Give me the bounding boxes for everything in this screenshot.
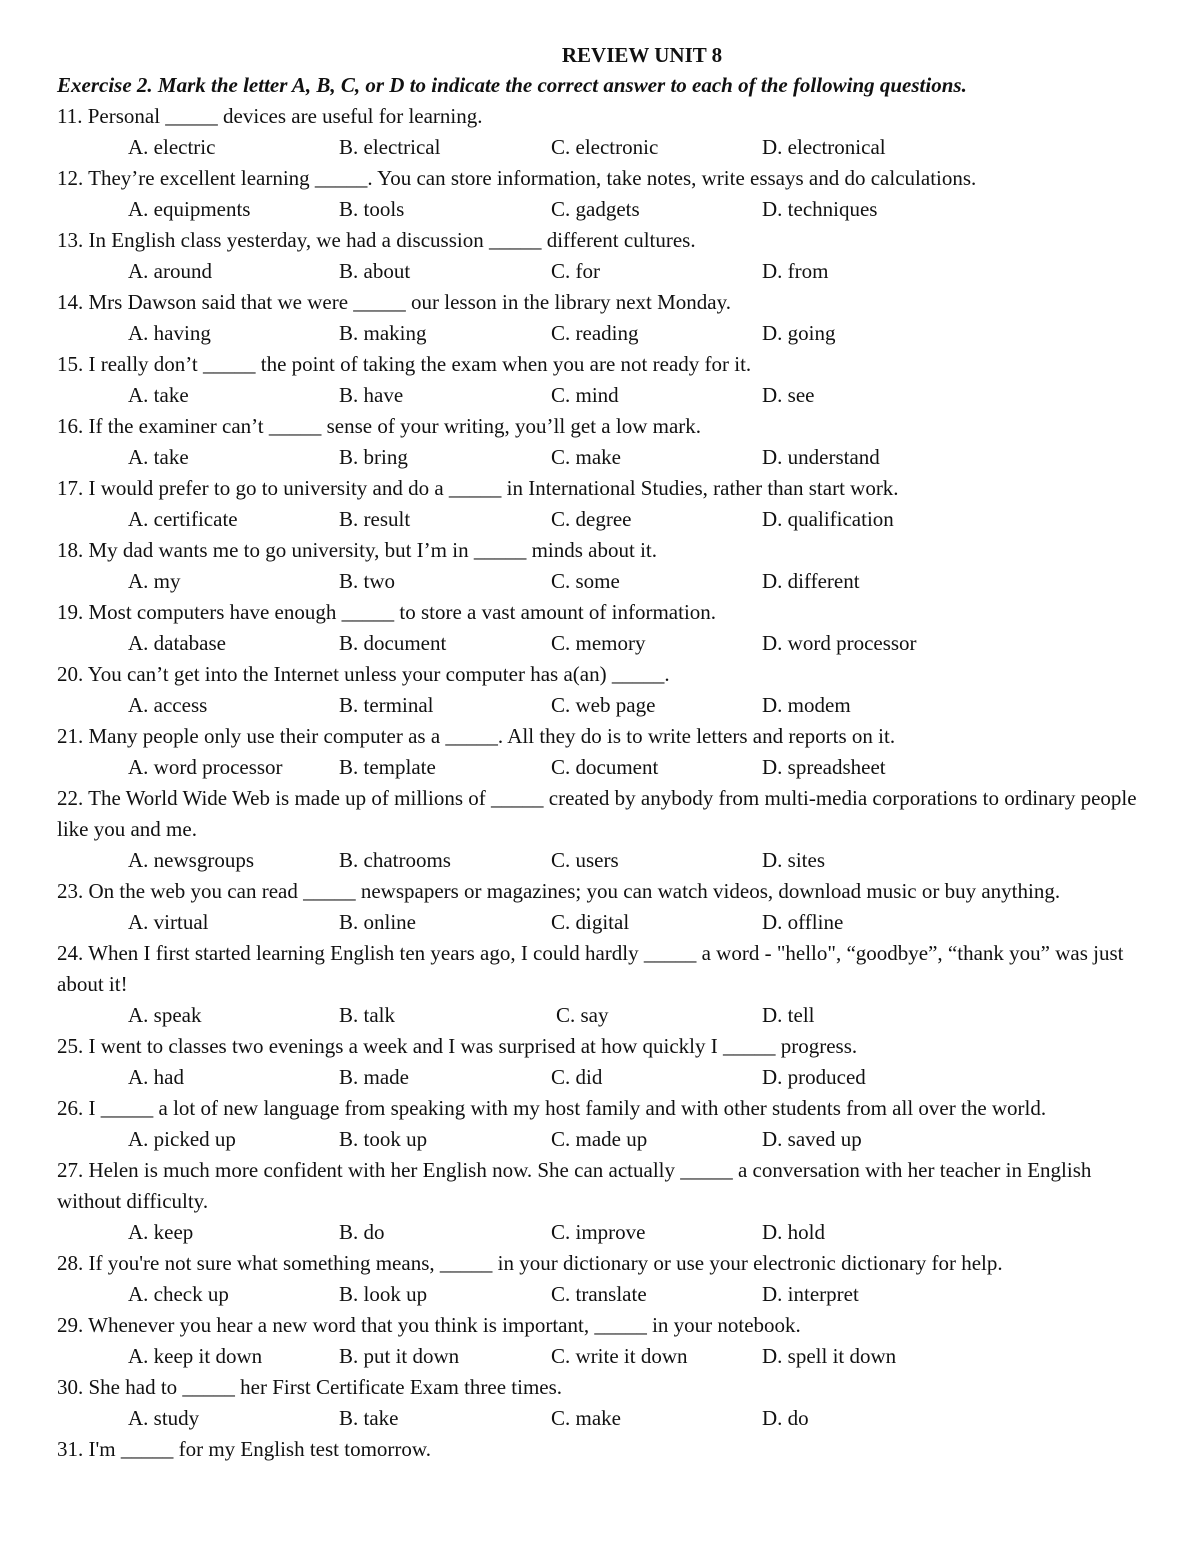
option-a: A. electric: [128, 135, 216, 159]
option-c: C. say: [556, 1003, 609, 1027]
answer-options: [57, 1062, 1157, 1093]
question-stem: 17. I would prefer to go to university and do a _____ in International Studies, rather than start work.: [57, 476, 899, 500]
option-c: C. electronic: [551, 135, 659, 159]
option-a: A. virtual: [128, 910, 209, 934]
option-a: A. picked up: [128, 1127, 236, 1151]
answer-options: [57, 628, 1157, 659]
answer-options: [57, 752, 1157, 783]
option-b: B. look up: [339, 1282, 428, 1306]
option-a: A. keep: [128, 1220, 194, 1244]
option-a: A. certificate: [128, 507, 238, 531]
option-a: A. around: [128, 259, 212, 283]
question-stem: 21. Many people only use their computer as a _____. All they do is to write letters and reports on it.: [57, 724, 896, 748]
answer-options: [57, 132, 1157, 163]
answer-options: [57, 845, 1157, 876]
option-b: B. result: [339, 507, 411, 531]
answer-options: [57, 566, 1157, 597]
option-a: A. word processor: [128, 755, 283, 779]
exercise-instruction: Exercise 2. Mark the letter A, B, C, or D to indicate the correct answer to each of the following questions.: [57, 73, 967, 97]
option-b: B. making: [339, 321, 427, 345]
option-b: B. electrical: [339, 135, 441, 159]
option-a: A. database: [128, 631, 226, 655]
question-stem: 30. She had to _____ her First Certificate Exam three times.: [57, 1375, 563, 1399]
question-stem: 16. If the examiner can’t _____ sense of your writing, you’ll get a low mark.: [57, 414, 702, 438]
option-c: C. mind: [551, 383, 619, 407]
option-b: B. two: [339, 569, 396, 593]
question-stem: 19. Most computers have enough _____ to store a vast amount of information.: [57, 600, 717, 624]
answer-options: [57, 380, 1157, 411]
option-b: B. talk: [339, 1003, 395, 1027]
question-stem: 23. On the web you can read _____ newspapers or magazines; you can watch videos, download music or buy anything.: [57, 879, 1061, 903]
option-b: B. made: [339, 1065, 409, 1089]
option-c: C. translate: [551, 1282, 647, 1306]
question-stem: 26. I _____ a lot of new language from speaking with my host family and with other students from all over the world.: [57, 1096, 1047, 1120]
answer-options: [57, 256, 1157, 287]
option-d: D. qualification: [762, 507, 894, 531]
question-stem: 29. Whenever you hear a new word that you think is important, _____ in your notebook.: [57, 1313, 801, 1337]
option-b: B. about: [339, 259, 411, 283]
option-c: C. for: [551, 259, 600, 283]
option-b: B. online: [339, 910, 416, 934]
option-d: D. techniques: [762, 197, 878, 221]
option-d: D. going: [762, 321, 836, 345]
question-stem: 27. Helen is much more confident with her English now. She can actually _____ a conversation with her teacher in English without difficulty.: [57, 1158, 1092, 1213]
answer-options: [57, 1403, 1157, 1434]
answer-options: [57, 1124, 1157, 1155]
question-stem: 20. You can’t get into the Internet unless your computer has a(an) _____.: [57, 662, 670, 686]
option-c: C. web page: [551, 693, 656, 717]
question-stem: 11. Personal _____ devices are useful for learning.: [57, 104, 483, 128]
option-d: D. do: [762, 1406, 809, 1430]
option-d: D. understand: [762, 445, 880, 469]
option-c: C. improve: [551, 1220, 646, 1244]
option-b: B. take: [339, 1406, 399, 1430]
option-a: A. access: [128, 693, 208, 717]
option-a: A. newsgroups: [128, 848, 254, 872]
option-a: A. my: [128, 569, 181, 593]
page-title: REVIEW UNIT 8: [561, 43, 723, 67]
question-stem: 25. I went to classes two evenings a week and I was surprised at how quickly I _____ progress.: [57, 1034, 858, 1058]
question-stem: 14. Mrs Dawson said that we were _____ our lesson in the library next Monday.: [57, 290, 732, 314]
question-stem: 13. In English class yesterday, we had a discussion _____ different cultures.: [57, 228, 696, 252]
option-b: B. template: [339, 755, 436, 779]
question-stem: 22. The World Wide Web is made up of millions of _____ created by anybody from multi-media corporations to ordinary people like you and me.: [57, 786, 1137, 841]
document-page: [57, 40, 1157, 1465]
option-c: C. memory: [551, 631, 646, 655]
answer-options: [57, 504, 1157, 535]
option-b: B. tools: [339, 197, 405, 221]
answer-options: [57, 442, 1157, 473]
option-d: D. produced: [762, 1065, 866, 1089]
question-stem: 31. I'm _____ for my English test tomorrow.: [57, 1437, 431, 1461]
option-c: C. some: [551, 569, 620, 593]
option-c: C. gadgets: [551, 197, 640, 221]
option-c: C. digital: [551, 910, 630, 934]
option-b: B. have: [339, 383, 404, 407]
option-b: B. terminal: [339, 693, 434, 717]
option-c: C. did: [551, 1065, 603, 1089]
option-b: B. took up: [339, 1127, 428, 1151]
option-c: C. make: [551, 1406, 621, 1430]
question-stem: 15. I really don’t _____ the point of taking the exam when you are not ready for it.: [57, 352, 752, 376]
option-c: C. users: [551, 848, 619, 872]
option-d: D. offline: [762, 910, 844, 934]
answer-options: [57, 1279, 1157, 1310]
question-stem: 24. When I first started learning English ten years ago, I could hardly _____ a word - "hello", “goodbye”, “thank you” was just about it!: [57, 941, 1124, 996]
option-d: D. spell it down: [762, 1344, 897, 1368]
option-d: D. electronical: [762, 135, 886, 159]
option-a: A. take: [128, 383, 189, 407]
option-a: A. speak: [128, 1003, 202, 1027]
option-d: D. spreadsheet: [762, 755, 886, 779]
option-a: A. equipments: [128, 197, 251, 221]
question-stem: 28. If you're not sure what something means, _____ in your dictionary or use your electronic dictionary for help.: [57, 1251, 1003, 1275]
answer-options: [57, 318, 1157, 349]
option-c: C. make: [551, 445, 621, 469]
option-d: D. sites: [762, 848, 825, 872]
option-c: C. made up: [551, 1127, 648, 1151]
option-d: D. saved up: [762, 1127, 862, 1151]
option-d: D. different: [762, 569, 860, 593]
option-c: C. reading: [551, 321, 639, 345]
option-b: B. bring: [339, 445, 408, 469]
answer-options: [57, 1341, 1157, 1372]
answer-options: [57, 907, 1157, 938]
answer-options: [57, 1217, 1157, 1248]
option-c: C. degree: [551, 507, 632, 531]
answer-options: [57, 194, 1157, 225]
option-d: D. modem: [762, 693, 851, 717]
option-b: B. chatrooms: [339, 848, 451, 872]
option-b: B. put it down: [339, 1344, 460, 1368]
option-d: D. hold: [762, 1220, 825, 1244]
option-d: D. from: [762, 259, 829, 283]
option-d: D. interpret: [762, 1282, 859, 1306]
answer-options: [57, 1000, 1157, 1031]
option-a: A. keep it down: [128, 1344, 263, 1368]
option-b: B. document: [339, 631, 447, 655]
option-d: D. word processor: [762, 631, 917, 655]
option-a: A. had: [128, 1065, 184, 1089]
option-d: D. tell: [762, 1003, 815, 1027]
question-stem: 12. They’re excellent learning _____. You can store information, take notes, write essays and do calculations.: [57, 166, 977, 190]
option-a: A. check up: [128, 1282, 229, 1306]
question-stem: 18. My dad wants me to go university, but I’m in _____ minds about it.: [57, 538, 658, 562]
option-c: C. write it down: [551, 1344, 688, 1368]
option-d: D. see: [762, 383, 815, 407]
option-a: A. having: [128, 321, 211, 345]
option-c: C. document: [551, 755, 659, 779]
option-a: A. take: [128, 445, 189, 469]
option-b: B. do: [339, 1220, 385, 1244]
option-a: A. study: [128, 1406, 200, 1430]
answer-options: [57, 690, 1157, 721]
